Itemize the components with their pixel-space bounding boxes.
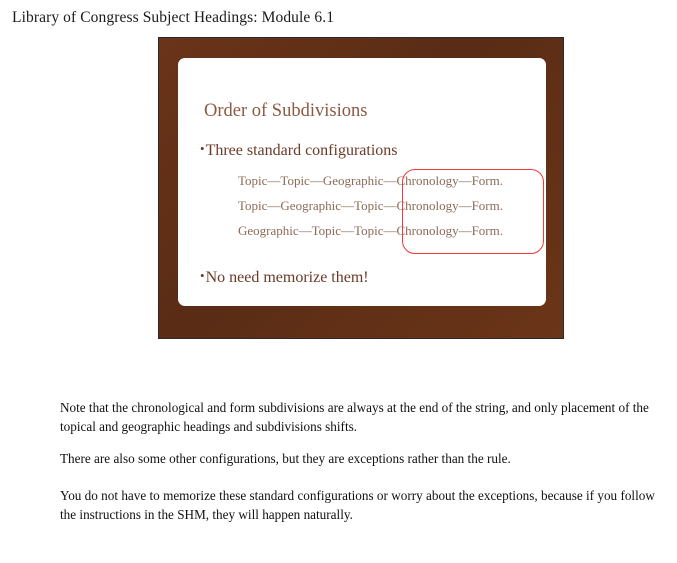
slide-bullet-item (200, 265, 369, 289)
bullet-dot-icon: • (200, 141, 205, 156)
slide-bullet-label: Three standard configurations (205, 142, 398, 159)
slide-frame (158, 37, 564, 339)
slide-bullet-label: No need memorize them! (205, 269, 369, 286)
configuration-line: Topic—Geographic—Topic—Chronology—Form. (238, 198, 504, 213)
body-paragraph: Note that the chronological and form subdivisions are always at the end of the string, and only placement of the topical and geographic headings and subdivisions shifts. (60, 400, 649, 434)
body-paragraph: There are also some other configurations, but they are exceptions rather than the rule. (60, 451, 511, 466)
body-paragraph: You do not have to memorize these standard configurations or worry about the exceptions, because if you follow the instructions in the SHM, they will happen naturally. (60, 488, 655, 522)
slide-canvas (178, 58, 546, 306)
page-title: Library of Congress Subject Headings: Module 6.1 (12, 9, 335, 26)
slide-heading: Order of Subdivisions (204, 101, 368, 121)
configuration-line: Topic—Topic—Geographic—Chronology—Form. (238, 173, 504, 188)
configuration-line: Geographic—Topic—Topic—Chronology—Form. (238, 223, 504, 238)
slide-bullet-item (200, 138, 398, 162)
configuration-list (238, 168, 538, 243)
bullet-dot-icon: • (200, 268, 205, 283)
